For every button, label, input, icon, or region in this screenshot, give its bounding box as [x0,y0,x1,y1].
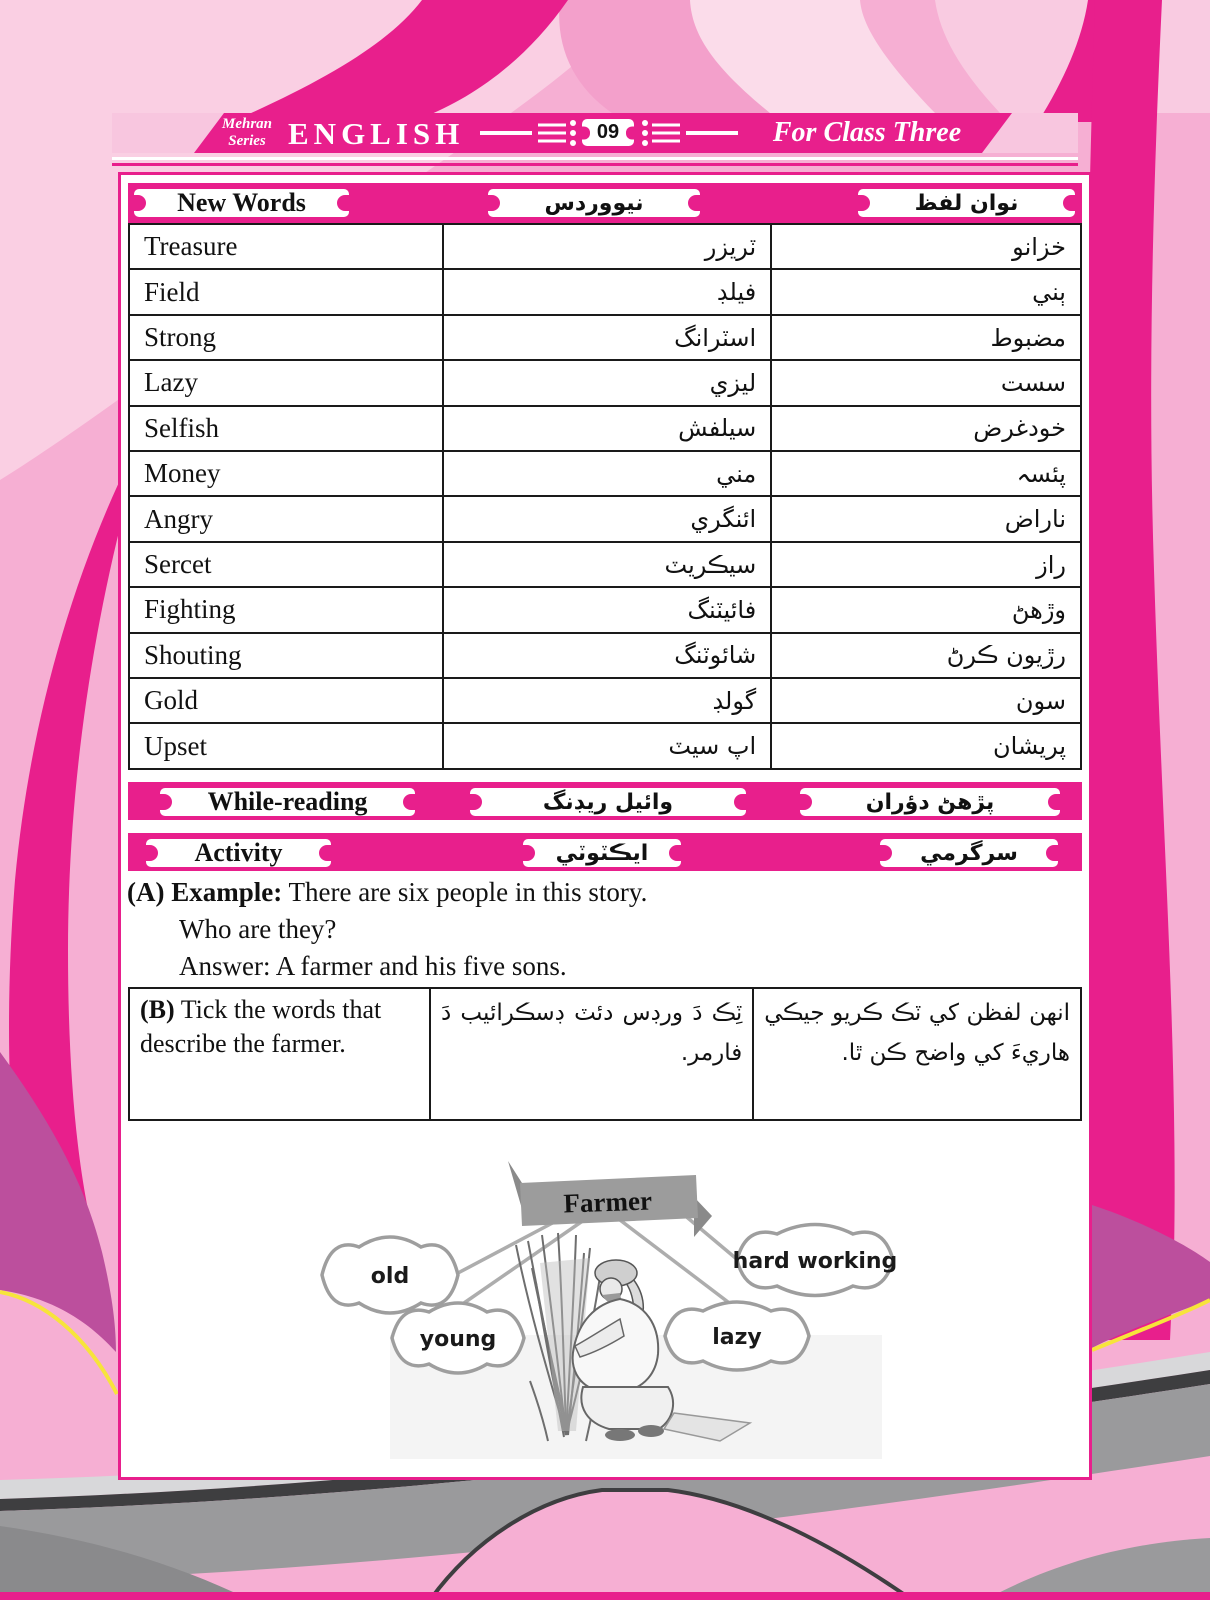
page-number: 09 [596,121,620,143]
activity-translit-plaque [523,839,681,867]
word-sd: سست [771,360,1081,405]
word-translit: گولڊ [443,678,771,723]
new-words-heading-translit-plaque [488,189,700,217]
page-header [112,113,1078,153]
word-en: Fighting [129,587,443,632]
activity-bar [128,833,1082,871]
word-row [129,542,1081,587]
word-sd: ٻني [771,269,1081,314]
new-words-heading-sd: نوان لفظ [914,190,1019,216]
activity-sd-plaque [880,839,1058,867]
new-words-heading-en: New Words [177,188,306,217]
activity-en-plaque [146,839,331,867]
word-row [129,360,1081,405]
task-b-row [129,988,1081,1120]
while-reading-translit-plaque [470,788,746,816]
word-translit: ٽريزر [443,224,771,269]
activity-translit: ايڪٽوٽي [555,840,649,866]
page-number-badge [582,119,634,146]
example-line1 [127,875,1077,909]
bubble-young: young [419,1327,497,1352]
word-row [129,633,1081,678]
task-b-label: (B) [140,995,175,1024]
word-sd: خودغرض [771,406,1081,451]
series-logo [208,116,286,150]
while-reading-bar [128,782,1082,820]
example-line2: Who are they? [179,914,337,944]
word-translit: مني [443,451,771,496]
word-row [129,678,1081,723]
word-en: Gold [129,678,443,723]
word-translit: شائوٽنگ [443,633,771,678]
word-row [129,496,1081,541]
word-sd: سون [771,678,1081,723]
word-row [129,587,1081,632]
content-box [118,172,1092,1480]
word-translit: سيڪريٽ [443,542,771,587]
word-translit: فائيٽنگ [443,587,771,632]
word-row [129,269,1081,314]
header-rule-white [112,157,1078,160]
farmer-banner-label: Farmer [562,1185,653,1219]
subject-title: ENGLISH [288,116,465,151]
while-reading-sd-plaque [800,788,1060,816]
example-label: (A) [127,877,165,907]
task-b-sd-cell: انهن لفظن کي ٽڪ ڪريو جيڪي هاريءَ کي واضح ڪن ٿا. [753,988,1081,1120]
bubble-old: old [370,1264,410,1289]
while-reading-sd: پڙهڻ دؤران [865,789,995,815]
word-row [129,406,1081,451]
farmer-banner [508,1161,712,1237]
word-row [129,315,1081,360]
word-sd: پئسہ [771,451,1081,496]
series-line1: Mehran [221,116,273,132]
new-words-bar [128,183,1082,223]
word-translit: سيلفش [443,406,771,451]
activity-en: Activity [194,838,283,867]
word-sd: وڙهڻ [771,587,1081,632]
example-line3: Answer: A farmer and his five sons. [179,951,567,981]
task-b-en: Tick the words that describe the farmer. [140,995,382,1058]
word-row [129,224,1081,269]
while-reading-en: While-reading [207,787,368,816]
series-line2: Series [228,133,266,149]
new-words-table [128,223,1082,770]
bubble-hard-working: hard working [732,1249,898,1274]
class-label: For Class Three [772,117,962,148]
header-rule-pink [112,163,1078,166]
bubble-lazy: lazy [712,1325,762,1350]
activity-sd: سرگرمي [920,840,1018,866]
while-reading-en-plaque [160,788,415,816]
word-translit: اپ سيٽ [443,723,771,769]
word-sd: پريشان [771,723,1081,769]
while-reading-translit: وائيل ريڊنگ [542,789,674,815]
new-words-heading-translit: نيووردس [544,190,644,216]
word-en: Shouting [129,633,443,678]
word-en: Lazy [129,360,443,405]
header-divider-left-icon [480,113,578,153]
task-b-translit-cell: ٽِڪ دَ ورڊس دئٽ ڊسڪرائيب دَ فارمر. [430,988,753,1120]
word-en: Treasure [129,224,443,269]
word-row [129,451,1081,496]
word-sd: مضبوط [771,315,1081,360]
header-right-trapezoid [982,113,1078,153]
word-en: Selfish [129,406,443,451]
word-en: Angry [129,496,443,541]
header-divider-right-icon [640,113,738,153]
word-en: Sercet [129,542,443,587]
word-row [129,723,1081,769]
example-text: There are six people in this story. [288,877,648,907]
word-translit: ليزي [443,360,771,405]
word-en: Upset [129,723,443,769]
example-block [127,875,1077,986]
farmer-diagram [128,1123,1082,1475]
word-translit: ائنگري [443,496,771,541]
word-en: Field [129,269,443,314]
word-sd: راز [771,542,1081,587]
word-translit: اسٽرانگ [443,315,771,360]
example-heading: Example: [171,877,283,907]
word-en: Strong [129,315,443,360]
word-en: Money [129,451,443,496]
task-b-table [128,987,1082,1121]
word-sd: ناراض [771,496,1081,541]
word-sd: خزانو [771,224,1081,269]
new-words-heading-sd-plaque [858,189,1075,217]
new-words-heading-en-plaque [134,189,349,217]
word-sd: رڙيون ڪرڻ [771,633,1081,678]
task-b-en-cell [129,988,430,1120]
word-translit: فيلڊ [443,269,771,314]
